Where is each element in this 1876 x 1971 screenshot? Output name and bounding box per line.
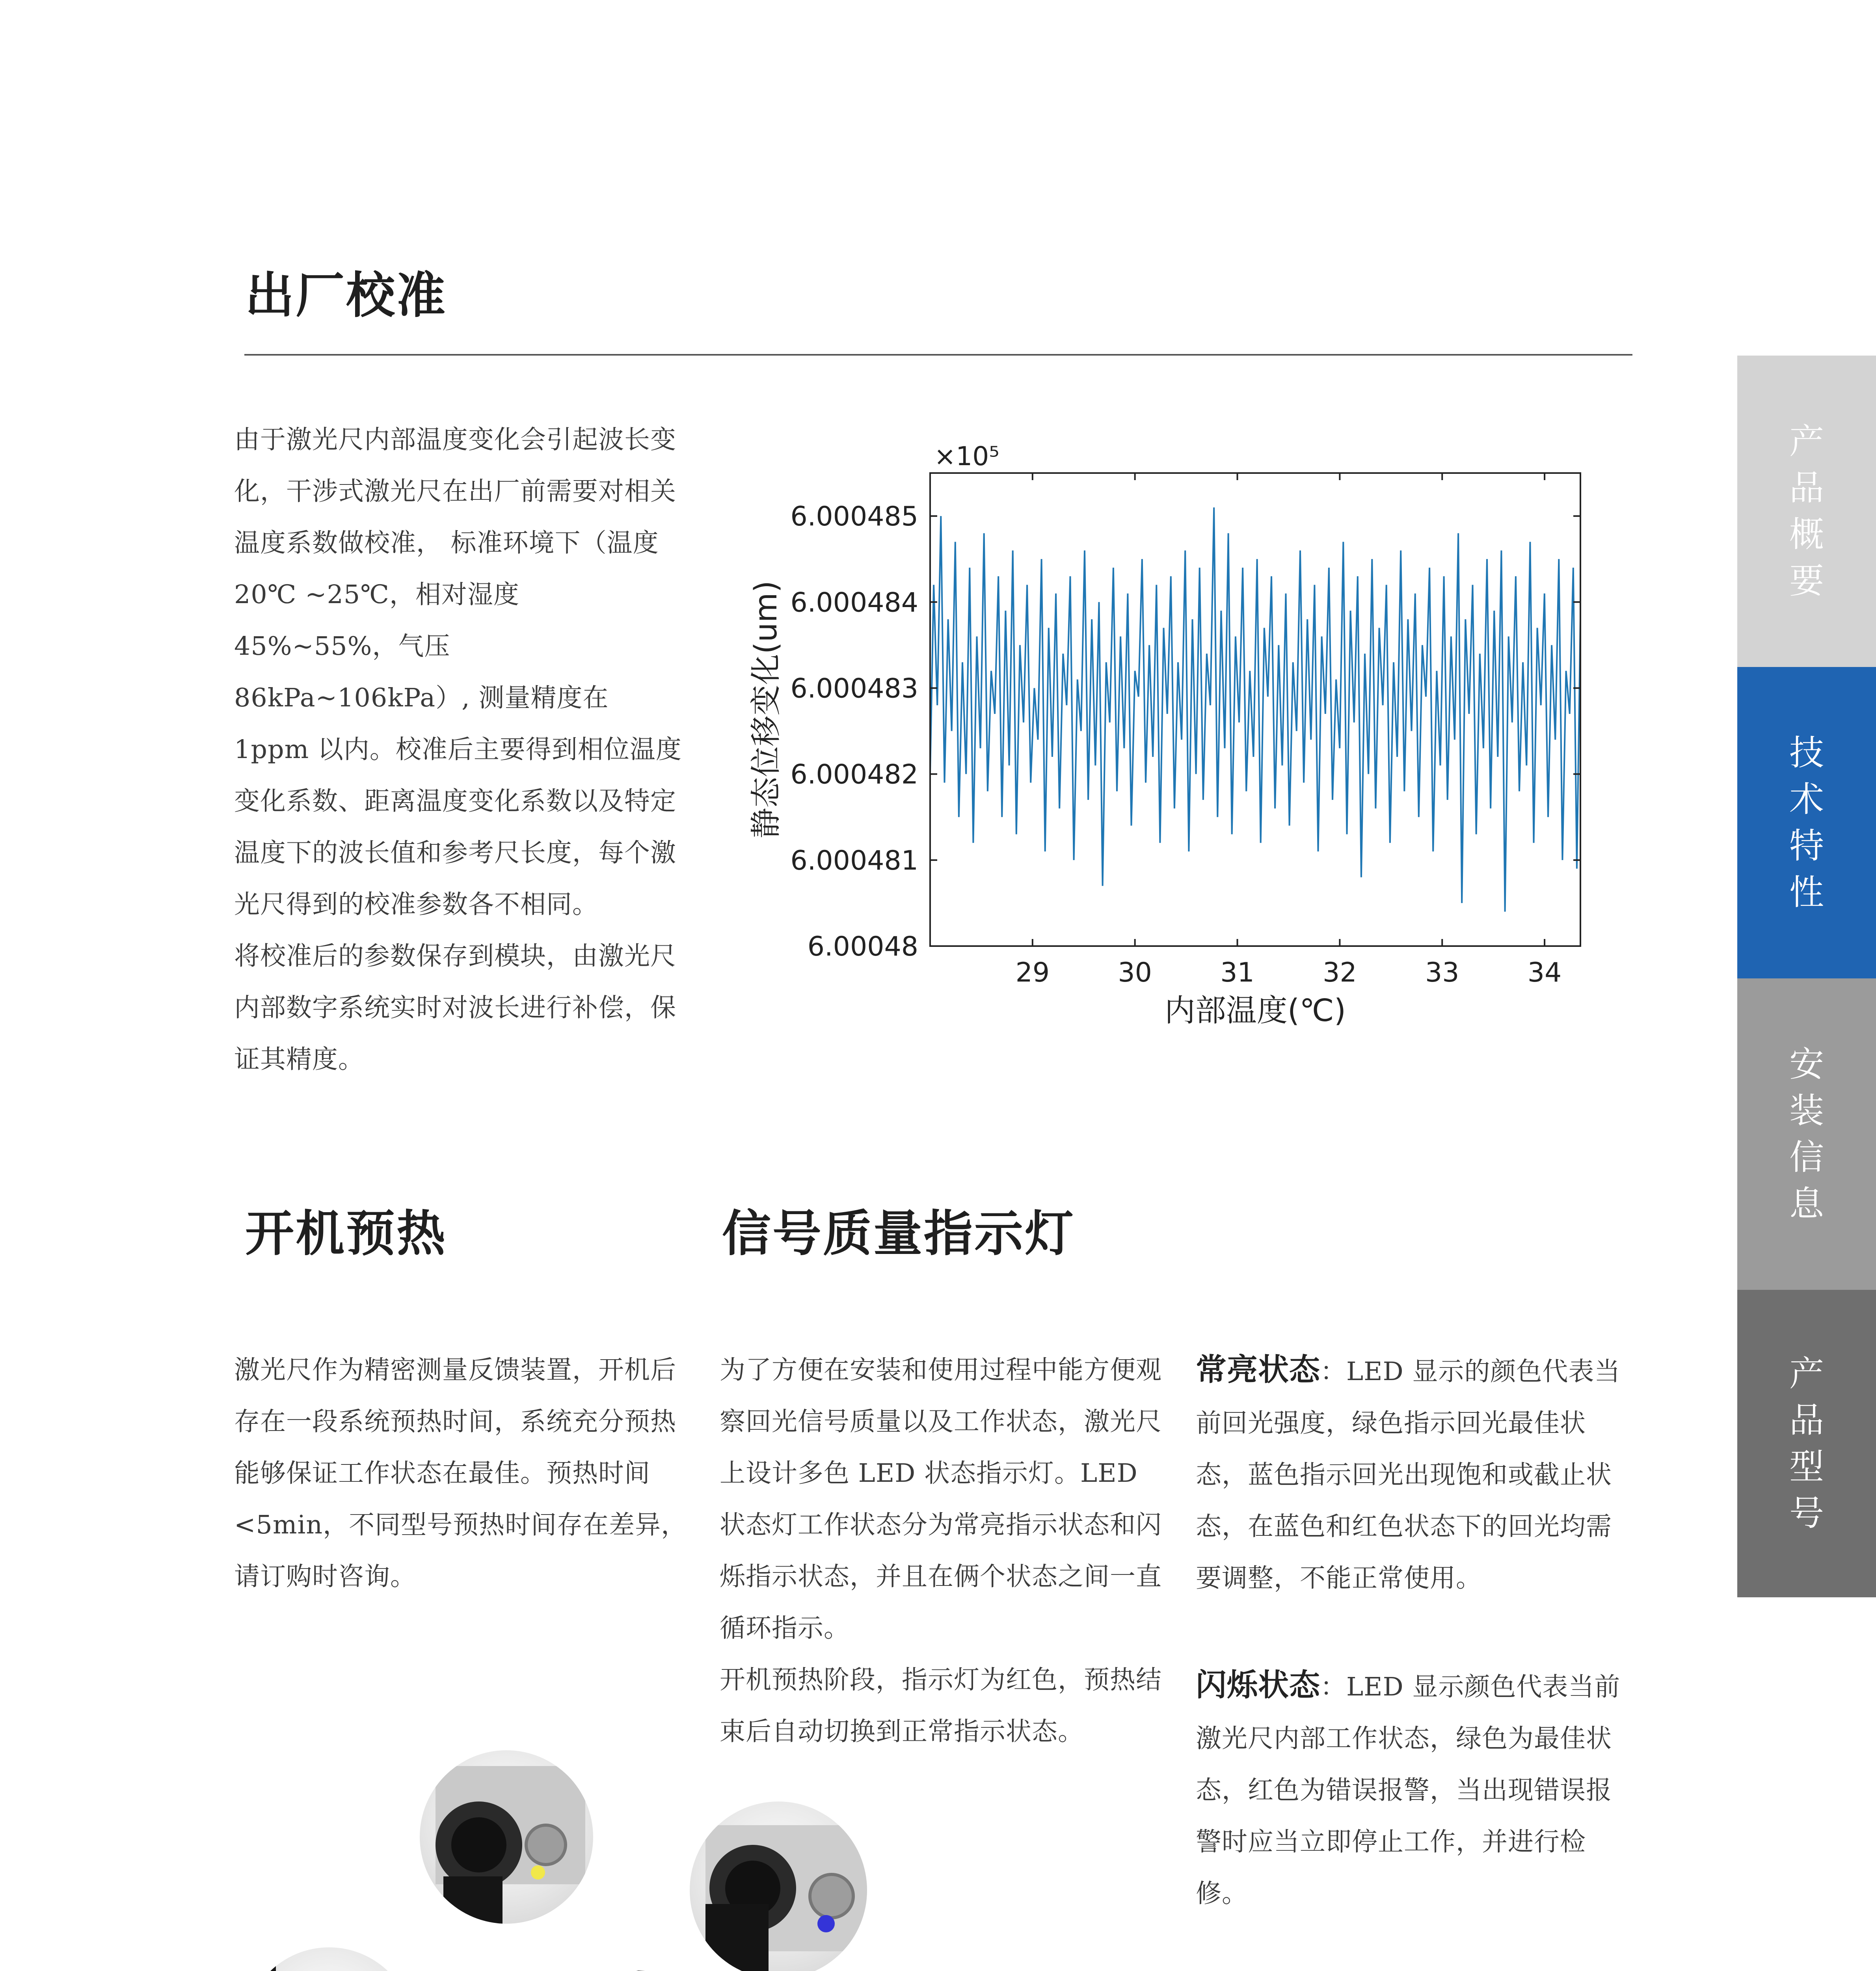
steady-state-label: 常亮状态 bbox=[1196, 1352, 1321, 1388]
calibration-paragraph-2: 将校准后的参数保存到模块，由激光尺内部数字系统实时对波长进行补偿，保证其精度。 bbox=[234, 941, 677, 1074]
side-tab-installation-info[interactable] bbox=[1737, 978, 1876, 1290]
side-tab-product-overview[interactable] bbox=[1737, 356, 1876, 667]
calibration-title: 出厂校准 bbox=[245, 267, 447, 324]
side-tab-product-models[interactable] bbox=[1737, 1290, 1876, 1597]
y-tick-label: 6.000483 bbox=[790, 673, 918, 704]
plot-frame bbox=[930, 473, 1580, 946]
side-tab-label: 技术特性 bbox=[1789, 732, 1824, 913]
calibration-paragraph-1: 由于激光尺内部温度变化会引起波长变化，干涉式激光尺在出厂前需要对相关温度系数做校准， 标准环境下（温度 20℃ ~25℃，相对湿度 45%~55%，气压 86kPa~106kPa）, 测量精度在 1ppm 以内。校准后主要得到相位温度变化系数、距离温度变化系数以及特定温度下的波长值和参考尺长度，每个激光尺得到的校准参数各不相同。 bbox=[234, 425, 682, 919]
steady-state-description: ：LED 显示的颜色代表当前回光强度，绿色指示回光最佳状态，蓝色指示回光出现饱和或截止状态，在蓝色和红色状态下的回光均需要调整，不能正常使用。 bbox=[1196, 1357, 1621, 1593]
side-tab-technical-features[interactable] bbox=[1737, 667, 1876, 978]
indicator-paragraph-1: 为了方便在安装和使用过程中能方便观察回光信号质量以及工作状态，激光尺上设计多色 LED 状态指示灯。LED 状态灯工作状态分为常亮指示状态和闪烁指示状态，并且在俩个状态之间一直循环指示。 bbox=[720, 1355, 1162, 1643]
x-tick-label: 32 bbox=[1323, 957, 1357, 988]
y-multiplier-label: ×10⁵ bbox=[934, 441, 999, 471]
side-tab-label: 产品概要 bbox=[1789, 421, 1824, 601]
data-series-line bbox=[930, 507, 1580, 911]
warmup-text bbox=[234, 1344, 687, 1602]
x-tick-label: 30 bbox=[1118, 957, 1152, 988]
x-tick-label: 31 bbox=[1220, 957, 1254, 988]
y-axis-label: 静态位移变化(um) bbox=[748, 580, 784, 839]
y-tick-label: 6.000481 bbox=[790, 845, 918, 876]
x-axis-label: 内部温度(℃) bbox=[1164, 993, 1346, 1028]
steady-state-text bbox=[1196, 1344, 1633, 1604]
title-divider bbox=[244, 354, 1632, 356]
y-tick-label: 6.000484 bbox=[790, 587, 918, 618]
blink-state-text bbox=[1196, 1660, 1633, 1919]
laser-scale-product-illustration bbox=[236, 1742, 887, 1971]
y-tick-label: 6.00048 bbox=[807, 931, 918, 962]
y-tick-label: 6.000482 bbox=[790, 759, 918, 790]
side-tab-label: 安装信息 bbox=[1789, 1044, 1824, 1224]
calibration-text bbox=[234, 414, 687, 1085]
blink-state-label: 闪烁状态 bbox=[1196, 1667, 1321, 1703]
y-tick-label: 6.000485 bbox=[790, 501, 918, 533]
warmup-title: 开机预热 bbox=[245, 1205, 447, 1262]
side-tab-label: 产品型号 bbox=[1789, 1353, 1824, 1533]
laser-scale-body-icon bbox=[236, 1742, 887, 1971]
warmup-paragraph: 激光尺作为精密测量反馈装置，开机后存在一段系统预热时间，系统充分预热能够保证工作状态在最佳。预热时间 <5min，不同型号预热时间存在差异，请订购时咨询。 bbox=[234, 1355, 687, 1591]
x-tick-label: 29 bbox=[1015, 957, 1050, 988]
temperature-displacement-chart bbox=[741, 426, 1608, 1056]
indicator-title: 信号质量指示灯 bbox=[722, 1205, 1076, 1262]
x-tick-label: 34 bbox=[1527, 957, 1562, 988]
x-tick-label: 33 bbox=[1425, 957, 1459, 988]
blink-state-description: ：LED 显示颜色代表当前激光尺内部工作状态，绿色为最佳状态，红色为错误报警，当出现错误报警时应当立即停止工作，并进行检修。 bbox=[1196, 1672, 1621, 1908]
indicator-text bbox=[720, 1344, 1163, 1757]
indicator-paragraph-2: 开机预热阶段，指示灯为红色，预热结束后自动切换到正常指示状态。 bbox=[720, 1665, 1162, 1746]
